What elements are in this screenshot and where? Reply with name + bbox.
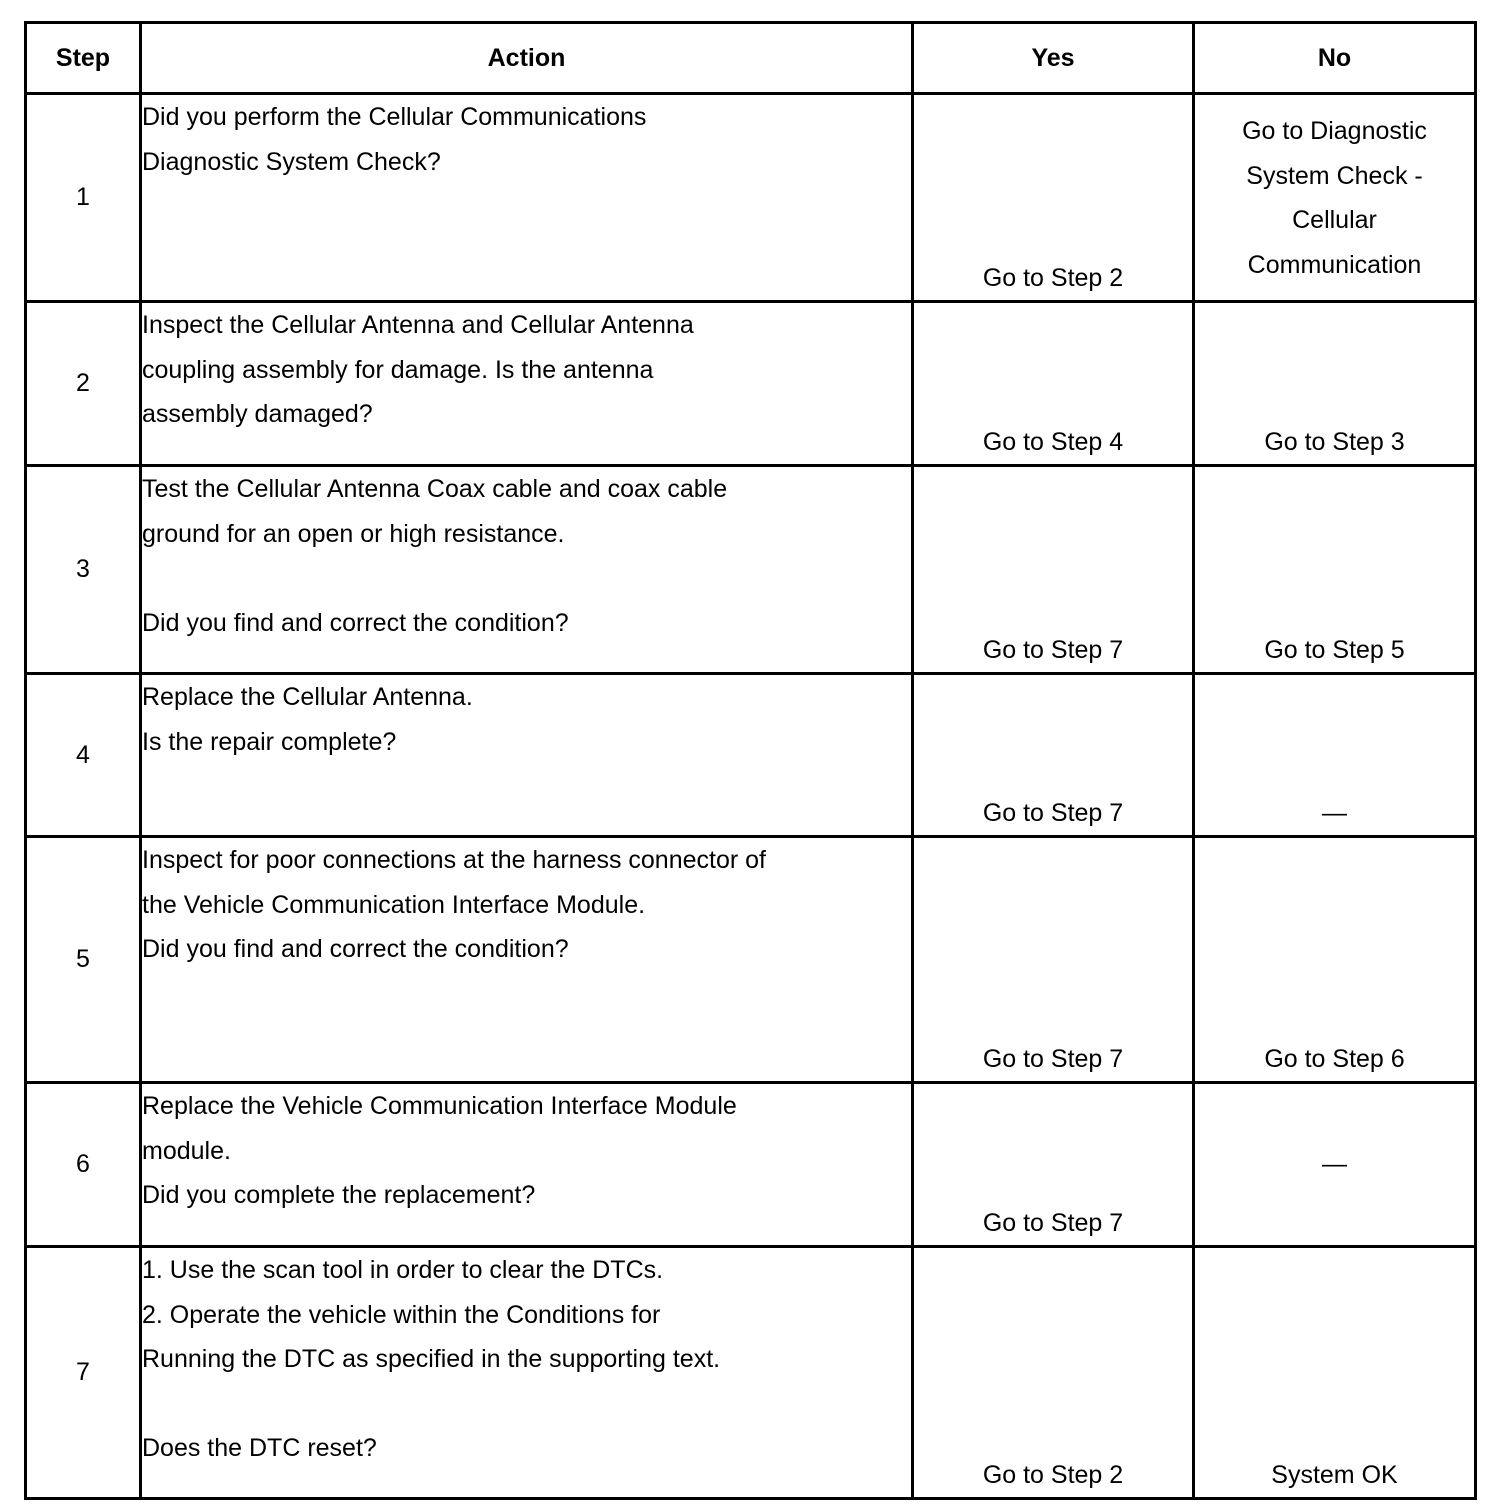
step-number: 2 (26, 302, 141, 466)
step-number: 1 (26, 94, 141, 302)
action-line: Did you find and correct the condition? (142, 935, 569, 963)
action-line: assembly damaged? (142, 400, 373, 428)
table-row (26, 94, 1476, 302)
action-line: Did you perform the Cellular Communications (142, 103, 647, 131)
action-cell (141, 302, 913, 466)
step-number: 3 (26, 466, 141, 674)
table-row (26, 674, 1476, 837)
step-number: 7 (26, 1247, 141, 1499)
no-line: Communication (1247, 250, 1422, 279)
action-line: ground for an open or high resistance. (142, 519, 565, 548)
diagnostic-table (24, 21, 1477, 1500)
yes-cell: Go to Step 7 (913, 466, 1194, 674)
header-step: Step (26, 23, 141, 94)
action-line: Is the repair complete? (142, 727, 397, 756)
action-line: 1. Use the scan tool in order to clear the DTCs. (142, 1256, 664, 1284)
yes-cell: Go to Step 2 (913, 1247, 1194, 1499)
action-cell (141, 466, 913, 674)
action-line: Running the DTC as specified in the supporting text. (142, 1345, 721, 1373)
no-cell: — (1194, 674, 1476, 837)
table-row (26, 1247, 1476, 1499)
action-line: 2. Operate the vehicle within the Conditions for (142, 1300, 661, 1329)
no-line: System Check - (1246, 161, 1423, 190)
no-line: Cellular (1292, 206, 1377, 234)
yes-cell: Go to Step 2 (913, 94, 1194, 302)
action-line: module. (142, 1136, 231, 1165)
no-cell: Go to Step 5 (1194, 466, 1476, 674)
yes-cell: Go to Step 7 (913, 837, 1194, 1083)
no-cell: Go to Step 6 (1194, 837, 1476, 1083)
action-line: Did you find and correct the condition? (142, 608, 569, 637)
no-cell: Go to Step 3 (1194, 302, 1476, 466)
action-line: Did you complete the replacement? (142, 1181, 536, 1209)
action-line: Diagnostic System Check? (142, 147, 441, 176)
action-line: Replace the Cellular Antenna. (142, 683, 473, 711)
header-no: No (1194, 23, 1476, 94)
step-number: 4 (26, 674, 141, 837)
action-line: the Vehicle Communication Interface Module. (142, 890, 646, 919)
no-line: Go to Diagnostic (1242, 117, 1427, 145)
no-cell: System OK (1194, 1247, 1476, 1499)
yes-cell: Go to Step 7 (913, 1083, 1194, 1247)
action-cell (141, 1083, 913, 1247)
no-cell (1194, 94, 1476, 302)
action-line: Replace the Vehicle Communication Interface Module (142, 1092, 737, 1120)
yes-cell: Go to Step 4 (913, 302, 1194, 466)
action-line: Inspect the Cellular Antenna and Cellular Antenna (142, 311, 694, 339)
header-row (26, 23, 1476, 94)
action-line: coupling assembly for damage. Is the antenna (142, 355, 654, 384)
action-cell (141, 837, 913, 1083)
header-action: Action (141, 23, 913, 94)
action-line: Test the Cellular Antenna Coax cable and coax cable (142, 475, 728, 503)
step-number: 6 (26, 1083, 141, 1247)
table-row (26, 302, 1476, 466)
table-row (26, 466, 1476, 674)
table-row (26, 837, 1476, 1083)
no-cell: — (1194, 1083, 1476, 1247)
header-yes: Yes (913, 23, 1194, 94)
action-line (142, 556, 911, 601)
action-cell (141, 94, 913, 302)
yes-cell: Go to Step 7 (913, 674, 1194, 837)
action-line: Inspect for poor connections at the harness connector of (142, 846, 766, 874)
action-cell (141, 1247, 913, 1499)
action-line: Does the DTC reset? (142, 1434, 377, 1462)
table-row (26, 1083, 1476, 1247)
step-number: 5 (26, 837, 141, 1083)
action-cell (141, 674, 913, 837)
action-line (142, 1382, 911, 1427)
